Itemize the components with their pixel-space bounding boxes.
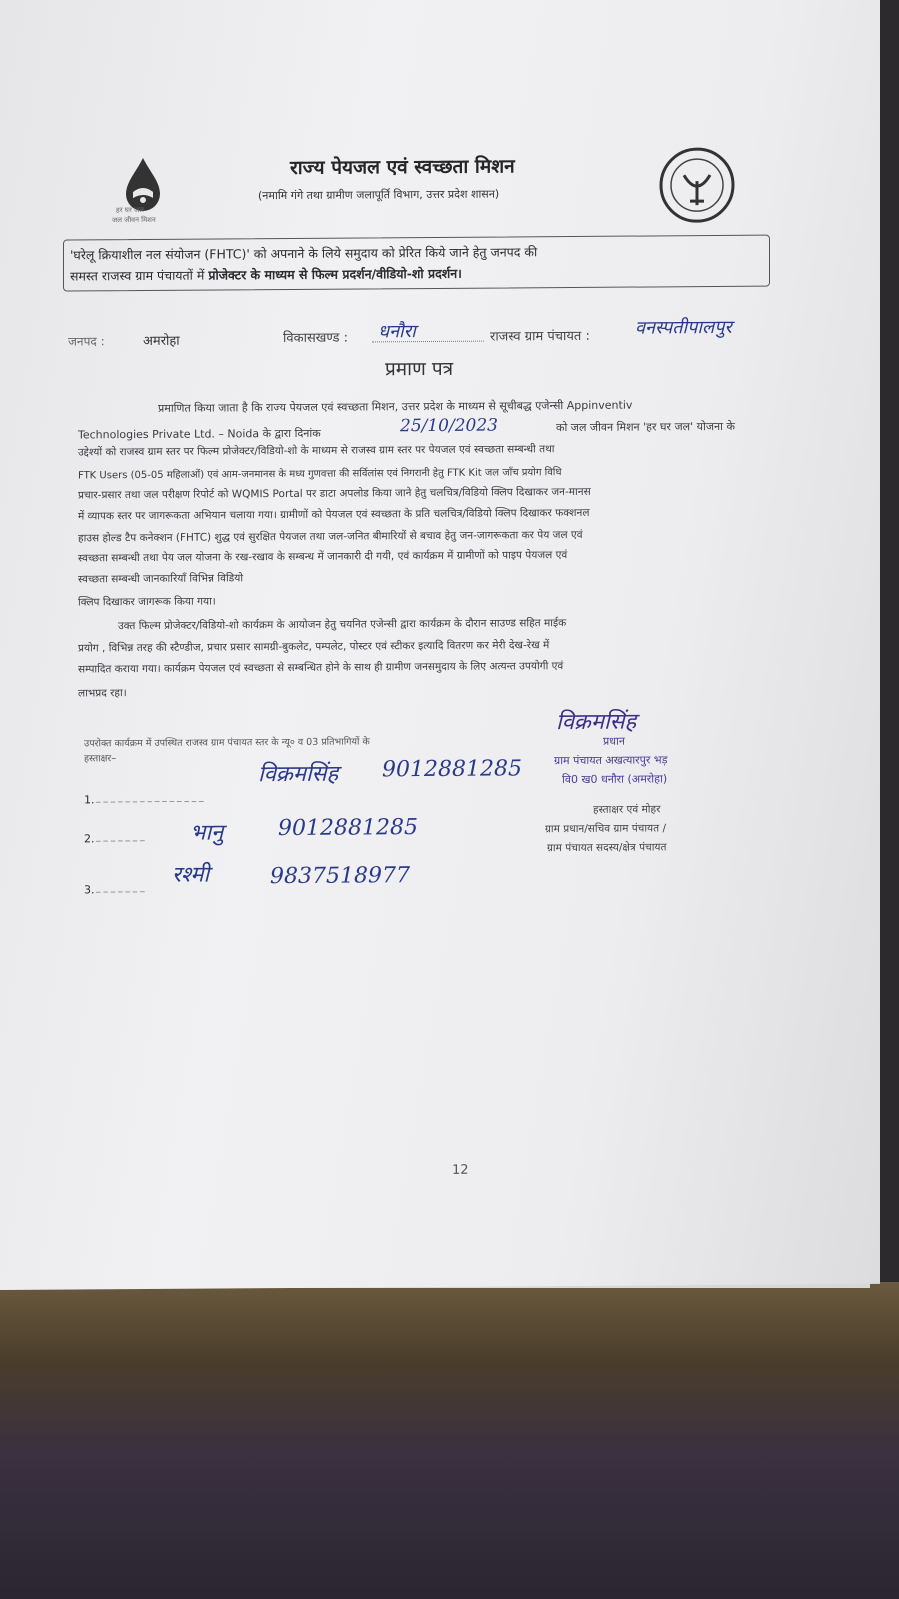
body-p2-line-1: उक्त फिल्म प्रोजेक्टर/विडियो-शो कार्यक्रम के आयोजन हेतु चयनित एजेन्सी द्वारा कार्यक्रम के दौरान साउण्ड सहित माईक: [118, 617, 567, 633]
body-line-2b: को जल जीवन मिशन 'हर घर जल' योजना के: [556, 419, 735, 435]
event-date: 25/10/2023: [400, 415, 498, 437]
body-line-5: प्रचार-प्रसार तथा जल परीक्षण रिपोर्ट को WQMIS Portal पर डाटा अपलोड किया जाने हेतु चलचित्र/विडियो क्लिप दिखाकर जन-मानस: [78, 485, 591, 502]
pradhan-signature: विक्रमसिंह: [556, 709, 637, 736]
notice-line-1: 'घरेलू क्रियाशील नल संयोजन (FHTC)' को अपनाने के लिये समुदाय को प्रेरित किये जाने हेतु जनपद की: [70, 244, 538, 263]
logo-caption-2: जल जीवन मिशन: [112, 215, 156, 225]
participant-dots: _ _ _ _ _ _ _: [96, 882, 145, 894]
district-value: अमरोहा: [143, 333, 180, 350]
participant-name: रश्मी: [172, 862, 210, 888]
signatory-caption-1: हस्ताक्षर एवं मोहर: [593, 803, 661, 816]
body-p2-line-2: प्रयोग , विभिन्न तरह की स्टैण्डीज, प्रचार प्रसार सामग्री-बुकलेट, पम्पलेट, पोस्टर एवं स्टीकर इत्यादि वितरण कर मेरी देख-रेख में: [78, 639, 550, 655]
participant-phone: 9012881285: [382, 756, 522, 783]
participant-number: 2.: [84, 832, 95, 846]
panchayat-value: वनस्पतीपालपुर: [635, 316, 732, 339]
notice-line-2-a: समस्त राजस्व ग्राम पंचायतों में: [70, 267, 209, 284]
stamp-line-2: वि0 ख0 धनौरा (अमरोहा): [562, 772, 668, 787]
state-emblem-icon: [652, 145, 742, 226]
participants-intro-2: हस्ताक्षर–: [84, 753, 117, 765]
body-line-4: FTK Users (05-05 महिलाओं) एवं आम-जनमानस के मध्य गुणवत्ता की सर्विलांस एवं निगरानी हेतु FTK Kit जल जाँच प्रयोग विधि: [78, 467, 562, 482]
panchayat-label: राजस्व ग्राम पंचायत :: [490, 328, 590, 345]
stamp-line-1: ग्राम पंचायत अखत्यारपुर भड़: [554, 753, 668, 768]
participants-intro-1: उपरोक्त कार्यक्रम में उपस्थित राजस्व ग्राम पंचायत स्तर के न्यू० व 03 प्रतिभागियों के: [84, 736, 370, 750]
body-line-2a: Technologies Private Ltd. – Noida के द्वारा दिनांक: [78, 426, 321, 442]
signatory-caption-2: ग्राम प्रधान/सचिव ग्राम पंचायत /: [545, 822, 666, 836]
body-line-7: हाउस होल्ड टैप कनेक्शन (FHTC) शुद्ध एवं सुरक्षित पेयजल तथा जल-जनित बीमारियों से बचाव हेतु जन-जागरूकता कर पेय जल एवं: [78, 528, 583, 545]
body-line-6: में व्यापक स्तर पर जागरूकता अभियान चलाया गया। ग्रामीणों को पेयजल एवं स्वच्छता के प्रति चलचित्र/विडियो क्लिप दिखाकर फक्शनल: [78, 506, 590, 523]
table-surface: [0, 1282, 899, 1599]
participant-dots: _ _ _ _ _ _ _ _ _ _ _ _ _ _ _: [96, 792, 204, 804]
certificate-title: प्रमाण पत्र: [385, 357, 454, 381]
body-line-3: उद्देश्यों को राजस्व ग्राम स्तर पर फिल्म प्रोजेक्टर/विडियो-शो के माध्यम से राजस्व ग्राम स्तर पर पेयजल एवं स्वच्छता सम्बन्धी तथा: [78, 443, 555, 459]
body-p2-line-4: लाभप्रद रहा।: [78, 687, 127, 700]
stamp-title: प्रधान: [603, 734, 625, 748]
participant-phone: 9837518977: [270, 863, 410, 890]
up-state-emblem: [652, 145, 742, 226]
body-line-1: प्रमाणित किया जाता है कि राज्य पेयजल एवं स्वच्छता मिशन, उत्तर प्रदेश के माध्यम से सूचीबद्ध एजेन्सी Appinventiv: [158, 398, 633, 415]
body-line-10: क्लिप दिखाकर जागरूक किया गया।: [78, 595, 216, 609]
participant-name: भानु: [190, 820, 224, 846]
logo-caption: हर घर जल: [116, 205, 144, 215]
participant-number: 3.: [84, 883, 95, 897]
notice-box: [63, 235, 770, 292]
har-ghar-jal-logo: [108, 154, 178, 234]
signatory-caption-3: ग्राम पंचायत सदस्य/क्षेत्र पंचायत: [547, 841, 667, 855]
participant-name: विक्रमसिंह: [258, 761, 339, 788]
district-label: जनपद :: [68, 334, 105, 349]
body-line-9: स्वच्छता सम्बन्धी जानकारियाँ विभिन्न विडियो: [78, 572, 244, 586]
header-subtitle: (नमामि गंगे तथा ग्रामीण जलापूर्ति विभाग, उत्तर प्रदेश शासन): [258, 187, 500, 203]
header-title: राज्य पेयजल एवं स्वच्छता मिशन: [290, 155, 515, 179]
notice-line-2-b: प्रोजेक्टर के माध्यम से फिल्म प्रदर्शन/वीडियो-शो प्रदर्शन।: [208, 265, 462, 283]
participant-dots: _ _ _ _ _ _ _: [96, 831, 145, 843]
participant-number: 1.: [84, 793, 95, 807]
body-line-8: स्वच्छता सम्बन्धी तथा पेय जल योजना के रख-रखाव के सम्बन्ध में जानकारी दी गयी, एवं कार्यक्रम में ग्रामीणों को पाइप पेयजल एवं: [78, 549, 568, 565]
body-p2-line-3: सम्पादित कराया गया। कार्यक्रम पेयजल एवं स्वच्छता से सम्बन्धित होने के साथ ही ग्रामीण जनसमुदाय के लिए अत्यन्त उपयोगी एवं: [78, 660, 564, 676]
page-number: 12: [452, 1162, 469, 1178]
participant-phone: 9012881285: [278, 815, 418, 842]
notice-line-2: [70, 265, 462, 285]
block-underline: [372, 341, 484, 343]
block-value: धनौरा: [378, 321, 416, 343]
block-label: विकासखण्ड :: [283, 330, 349, 347]
